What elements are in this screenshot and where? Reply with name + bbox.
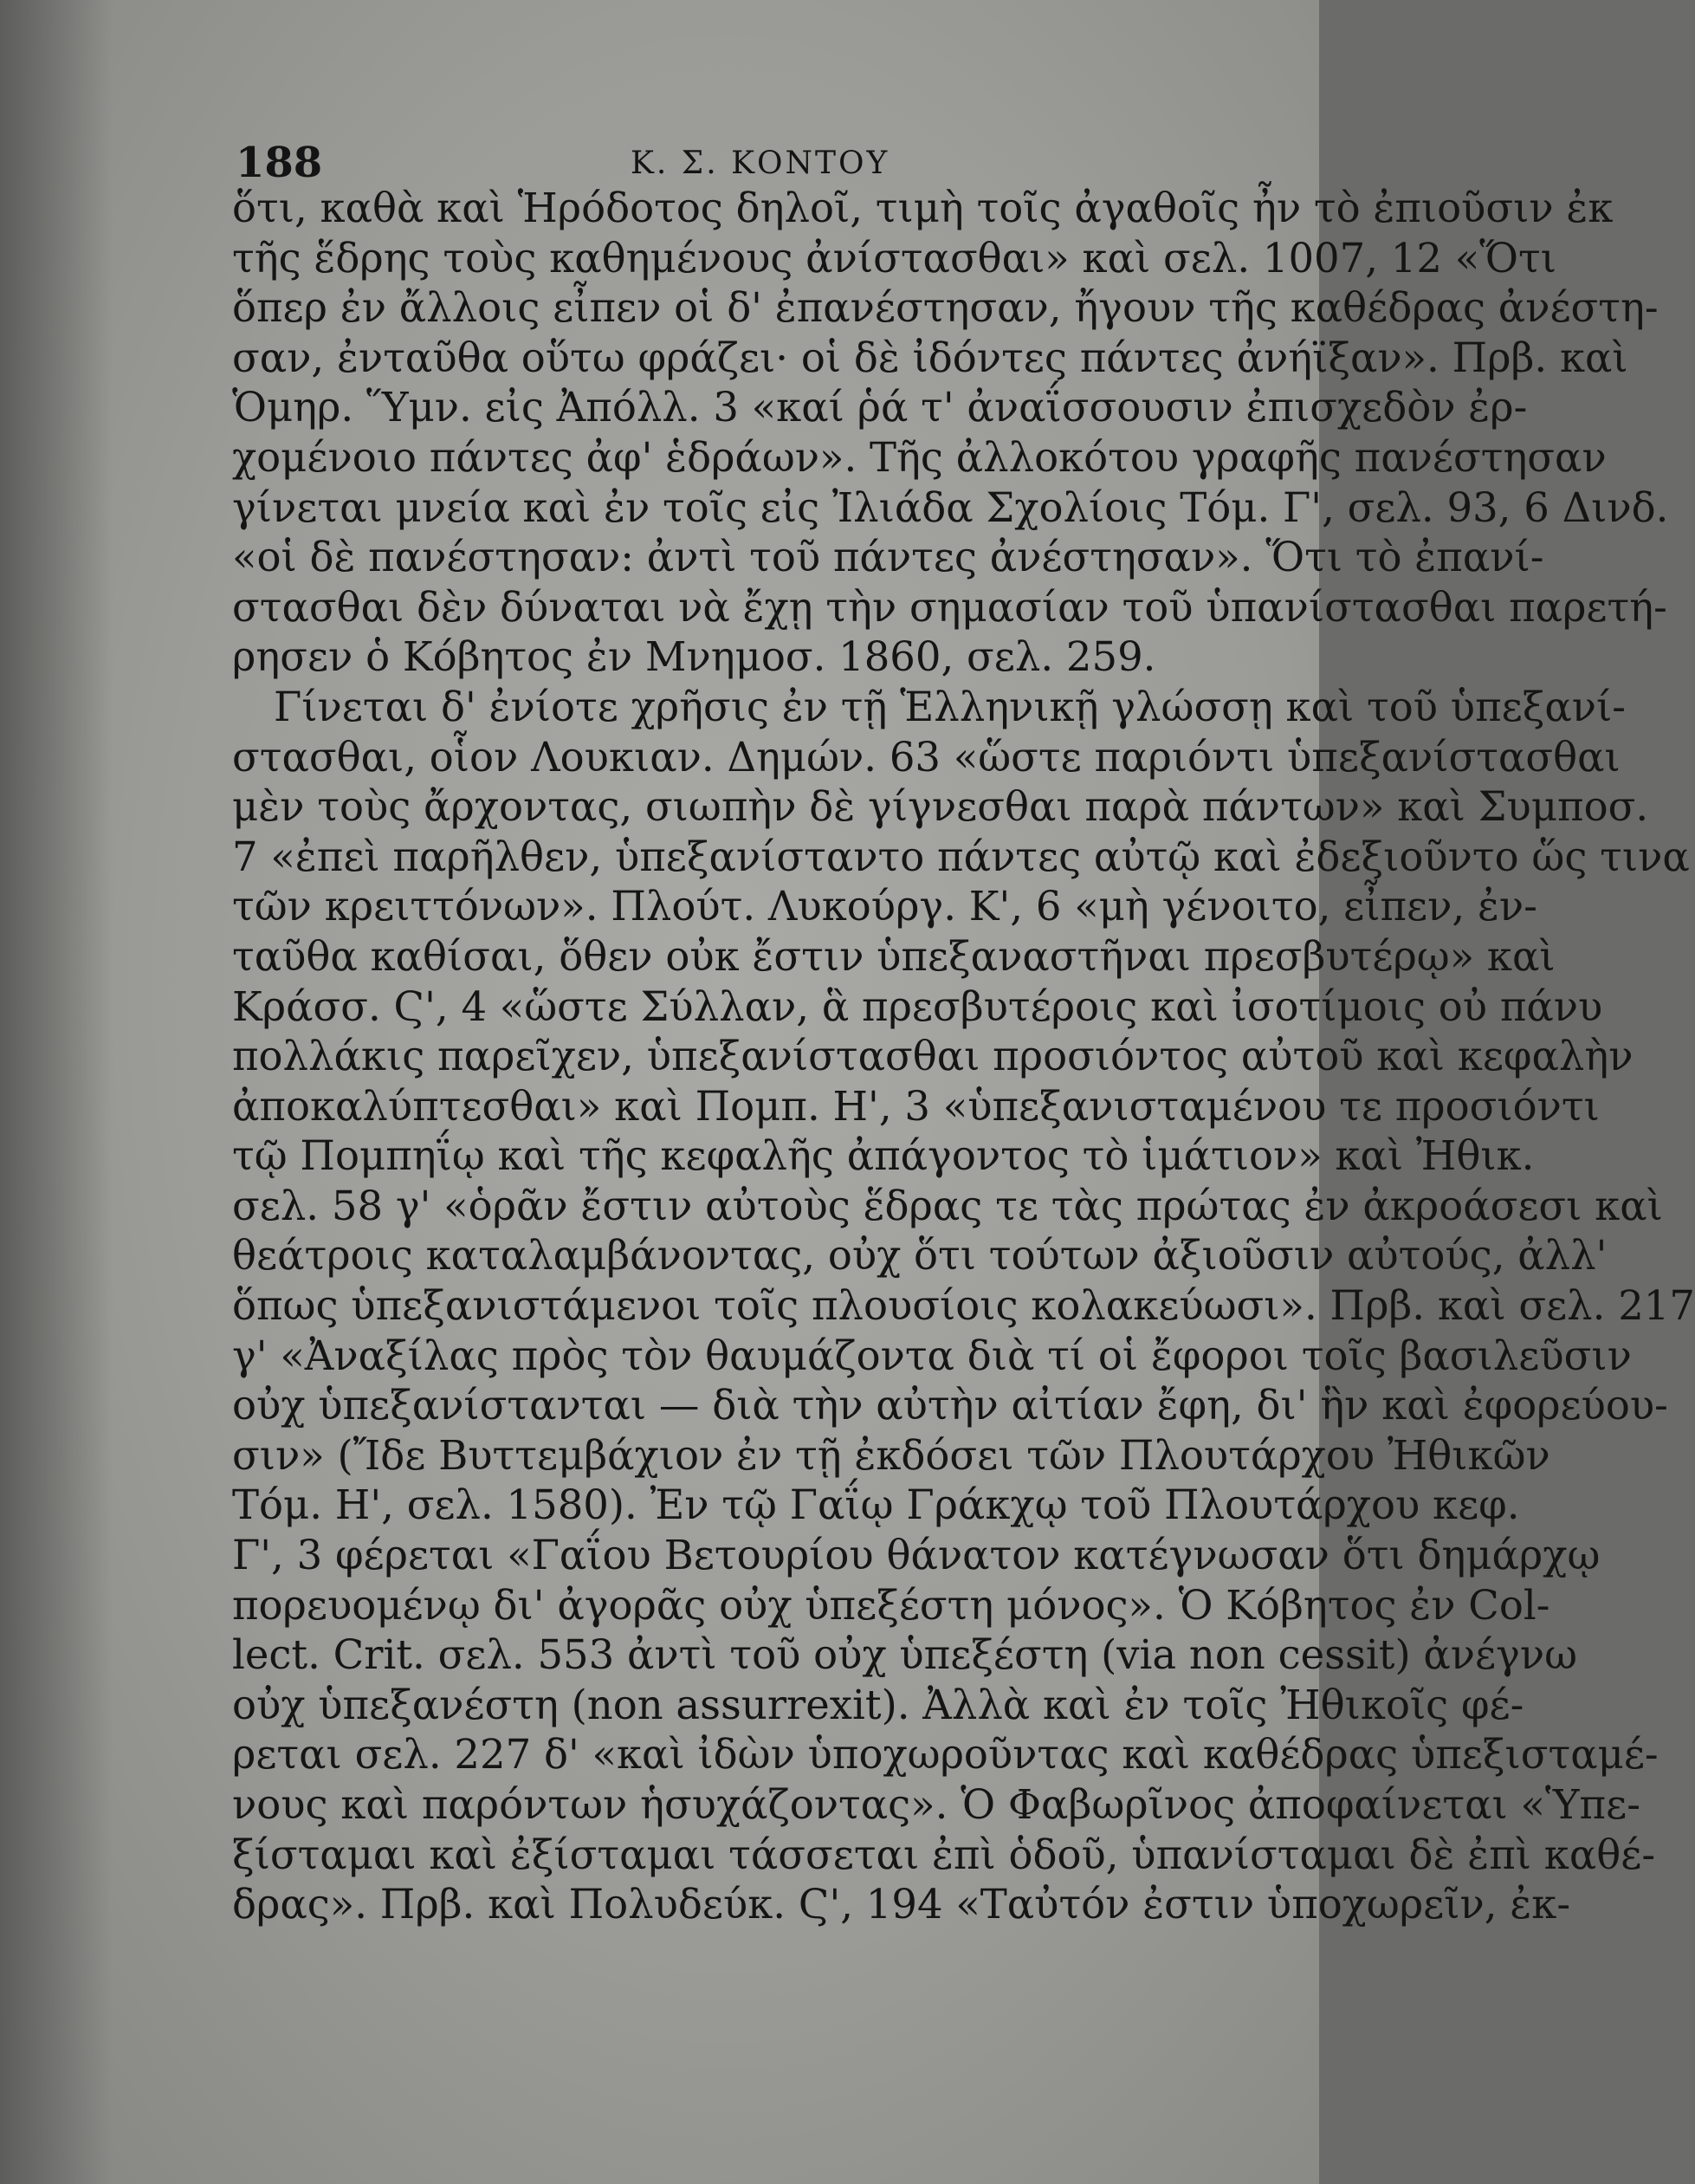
text-line: ὅπερ ἐν ἄλλοις εἶπεν οἱ δ' ἐπανέστησαν, ἤγουν τῆς καθέδρας ἀνέστη- <box>232 284 1659 332</box>
text-line: χομένοιο πάντες ἀφ' ἑδράων». Τῆς ἀλλοκότου γραφῆς πανέστησαν <box>232 433 1607 481</box>
text-line: ρεται σελ. 227 δ' «καὶ ἰδὼν ὑποχωροῦντας καὶ καθέδρας ὑπεξισταμέ- <box>232 1731 1659 1779</box>
text-line: ὅπως ὑπεξανιστάμενοι τοῖς πλουσίοις κολακεύωσι». Πρβ. καὶ σελ. 217 <box>232 1282 1695 1330</box>
text-line: οὐχ ὑπεξανέστη (non assurrexit). Ἀλλὰ καὶ ἐν τοῖς Ἠθικοῖς φέ- <box>232 1681 1524 1728</box>
text-line: ξίσταμαι καὶ ἐξίσταμαι τάσσεται ἐπὶ ὁδοῦ, ὑπανίσταμαι δὲ ἐπὶ καθέ- <box>232 1831 1656 1878</box>
text-line: 7 «ἐπεὶ παρῆλθεν, ὑπεξανίσταντο πάντες αὐτῷ καὶ ἐδεξιοῦντο ὥς τινα <box>232 833 1690 880</box>
text-line: τῶν κρειττόνων». Πλούτ. Λυκούργ. Κ', 6 «μὴ γένοιτο, εἶπεν, ἐν- <box>232 883 1537 930</box>
text-line: δρας». Πρβ. καὶ Πολυδεύκ. Ϛ', 194 «Ταὐτόν ἐστιν ὑποχωρεῖν, ἐκ- <box>232 1881 1571 1928</box>
text-line: στασθαι, οἷον Λουκιαν. Δημών. 63 «ὥστε παριόντι ὑπεξανίστασθαι <box>232 733 1621 781</box>
text-line: Γίνεται δ' ἐνίοτε χρῆσις ἐν τῇ Ἑλληνικῇ γλώσσῃ καὶ τοῦ ὑπεξανί- <box>274 683 1626 730</box>
text-line: Ὁμηρ. Ὕμν. εἰς Ἀπόλλ. 3 «καί ῥά τ' ἀναΐσσουσιν ἐπισχεδὸν ἐρ- <box>232 384 1528 431</box>
text-line: Γ', 3 φέρεται «Γαΐου Βετουρίου θάνατον κατέγνωσαν ὅτι δημάρχῳ <box>232 1532 1601 1579</box>
text-line: πολλάκις παρεῖχεν, ὑπεξανίστασθαι προσιόντος αὐτοῦ καὶ κεφαλὴν <box>232 1033 1634 1080</box>
text-line: Κράσσ. Ϛ', 4 «ὥστε Σύλλαν, ἃ πρεσβυτέροις καὶ ἰσοτίμοις οὐ πάνυ <box>232 982 1603 1030</box>
text-line: θεάτροις καταλαμβάνοντας, οὐχ ὅτι τούτων ἀξιοῦσιν αὐτούς, ἀλλ' <box>232 1232 1608 1280</box>
text-line: γ' «Ἀναξίλας πρὸς τὸν θαυμάζοντα διὰ τί οἱ ἔφοροι τοῖς βασιλεῦσιν <box>232 1332 1632 1379</box>
text-line: μὲν τοὺς ἄρχοντας, σιωπὴν δὲ γίγνεσθαι παρὰ πάντων» καὶ Συμποσ. <box>232 783 1649 831</box>
text-line: σιν» (Ἴδε Βυττεμβάχιον ἐν τῇ ἐκδόσει τῶν Πλουτάρχου Ἠθικῶν <box>232 1431 1550 1479</box>
text-line: στασθαι δὲν δύναται νὰ ἔχῃ τὴν σημασίαν τοῦ ὑπανίστασθαι παρετή- <box>232 583 1667 631</box>
page-number: 188 <box>236 139 323 187</box>
text-line: ρησεν ὁ Κόβητος ἐν Μνημοσ. 1860, σελ. 259. <box>232 633 1156 681</box>
text-line: σαν, ἐνταῦθα οὕτω φράζει· οἱ δὲ ἰδόντες πάντες ἀνήϊξαν». Πρβ. καὶ <box>232 334 1628 381</box>
text-line: ὅτι, καθὰ καὶ Ἡρόδοτος δηλοῖ, τιμὴ τοῖς ἀγαθοῖς ἦν τὸ ἐπιοῦσιν ἐκ <box>232 185 1614 231</box>
text-line: «οἱ δὲ πανέστησαν: ἀντὶ τοῦ πάντες ἀνέστησαν». Ὅτι τὸ ἐπανί- <box>232 534 1544 581</box>
text-line: πορευομένῳ δι' ἀγορᾶς οὐχ ὑπεξέστη μόνος». Ὁ Κόβητος ἐν Col- <box>232 1581 1550 1629</box>
body-text <box>232 184 1695 1930</box>
text-line: Τόμ. Η', σελ. 1580). Ἐν τῷ Γαΐῳ Γράκχῳ τοῦ Πλουτάρχου κεφ. <box>232 1481 1520 1529</box>
text-line: τῷ Πομπηΐῳ καὶ τῆς κεφαλῆς ἀπάγοντος τὸ ἱμάτιον» καὶ Ἠθικ. <box>232 1132 1535 1180</box>
text-line: σελ. 58 γ' «ὁρᾶν ἔστιν αὐτοὺς ἕδρας τε τὰς πρώτας ἐν ἀκροάσεσι καὶ <box>232 1182 1663 1229</box>
text-line: οὐχ ὑπεξανίστανται — διὰ τὴν αὐτὴν αἰτίαν ἔφη, δι' ἣν καὶ ἐφορεύου- <box>232 1382 1668 1429</box>
running-head: Κ. Σ. ΚΟΝΤΟΥ <box>631 146 890 181</box>
text-line: νους καὶ παρόντων ἡσυχάζοντας». Ὁ Φαβωρῖνος ἀποφαίνεται «Ὑπε- <box>232 1781 1640 1828</box>
text-line: lect. Crit. σελ. 553 ἀντὶ τοῦ οὐχ ὑπεξέστη (via non cessit) ἀνέγνω <box>232 1631 1578 1679</box>
text-line: τῆς ἕδρης τοὺς καθημένους ἀνίστασθαι» καὶ σελ. 1007, 12 «Ὅτι <box>232 234 1556 282</box>
text-line: ἀποκαλύπτεσθαι» καὶ Πομπ. Η', 3 «ὑπεξανισταμένου τε προσιόντι <box>232 1082 1600 1130</box>
text-line: ταῦθα καθίσαι, ὅθεν οὐκ ἔστιν ὑπεξαναστῆναι πρεσβυτέρῳ» καὶ <box>232 932 1556 980</box>
text-line: γίνεται μνεία καὶ ἐν τοῖς εἰς Ἰλιάδα Σχολίοις Τόμ. Γ', σελ. 93, 6 Δινδ. <box>232 483 1669 531</box>
page-header <box>0 139 1319 191</box>
